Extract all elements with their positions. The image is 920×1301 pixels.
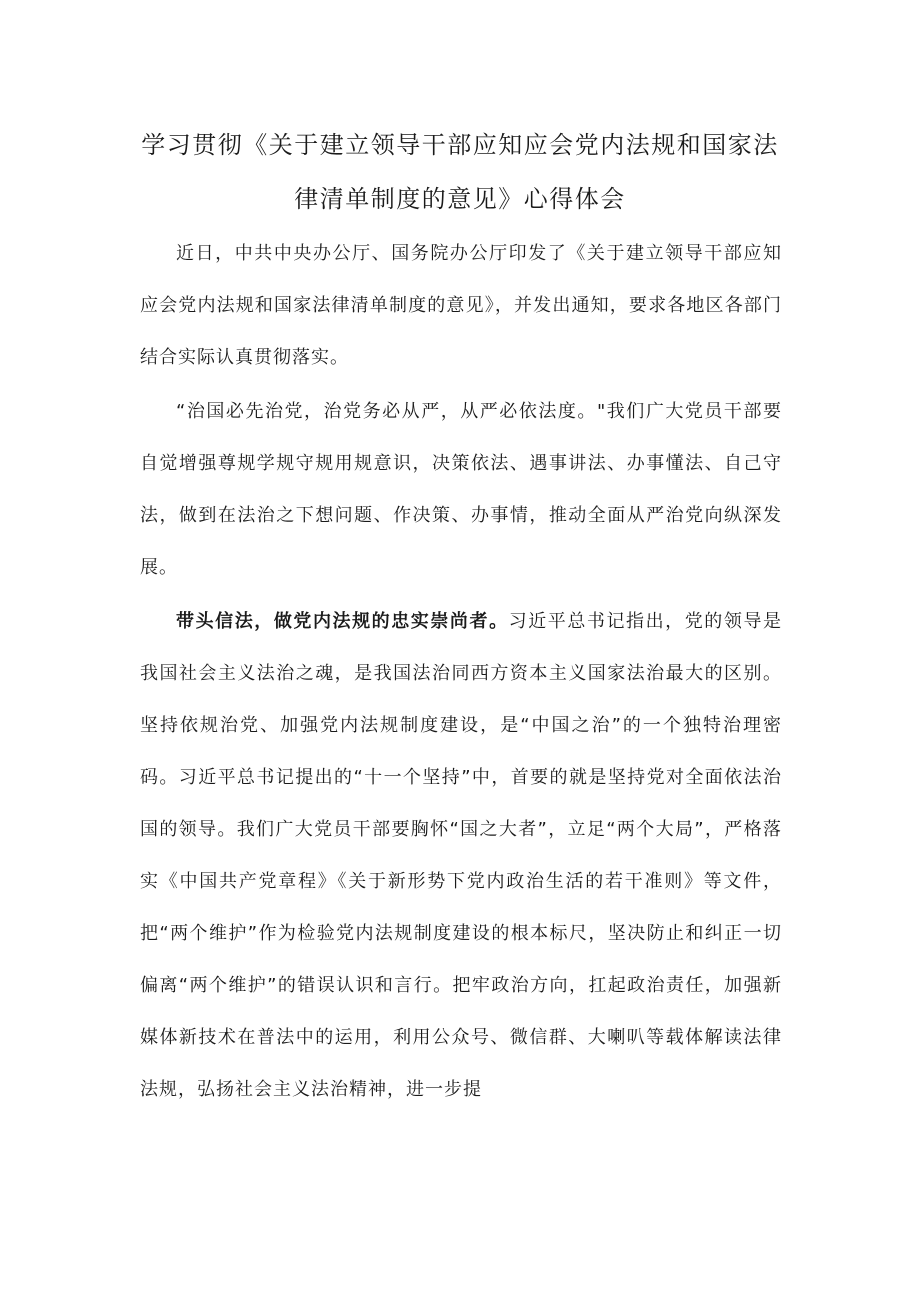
document-title-line-2: 律清单制度的意见》心得体会 bbox=[294, 185, 626, 213]
section-1-body: 习近平总书记指出，党的领导是我国社会主义法治之魂，是我国法治同西方资本主义国家法治最大的区别。坚持依规治党、加强党内法规制度建设，是“中国之治”的一个独特治理密码。习近平总书记提出的“十一个坚持”中，首要的就是坚持党对全面依法治国的领导。我们广大党员干部要胸怀“国之大者”，立足“两个大局”，严格落实《中国共产党章程》《关于新形势下党内政治生活的若干准则》等文件，把“两个维护”作为检验党内法规制度建设的根本标尺，坚决防止和纠正一切偏离“两个维护”的错误认识和言行。把牢政治方向，扛起政治责任，加强新媒体新技术在普法中的运用，利用公众号、微信群、大喇叭等载体解读法律法规，弘扬社会主义法治精神，进一步提 bbox=[140, 611, 783, 1100]
paragraph-quote: “治国必先治党，治党务必从严，从严必依法度。"我们广大党员干部要自觉增强尊规学规守规用规意识，决策依法、遇事讲法、办事懂法、自己守法，做到在法治之下想问题、作决策、办事情，推动全面从严治党向纵深发展。 bbox=[140, 401, 782, 578]
paragraph-intro: 近日，中共中央办公厅、国务院办公厅印发了《关于建立领导干部应知应会党内法规和国家法律清单制度的意见》，并发出通知，要求各地区各部门结合实际认真贯彻落实。 bbox=[140, 243, 782, 368]
paragraph-section-1 bbox=[140, 596, 782, 1116]
section-1-heading: 带头信法，做党内法规的忠实崇尚者。 bbox=[176, 611, 509, 632]
document-title-line-1: 学习贯彻《关于建立领导干部应知应会党内法规和国家法 bbox=[141, 131, 779, 159]
